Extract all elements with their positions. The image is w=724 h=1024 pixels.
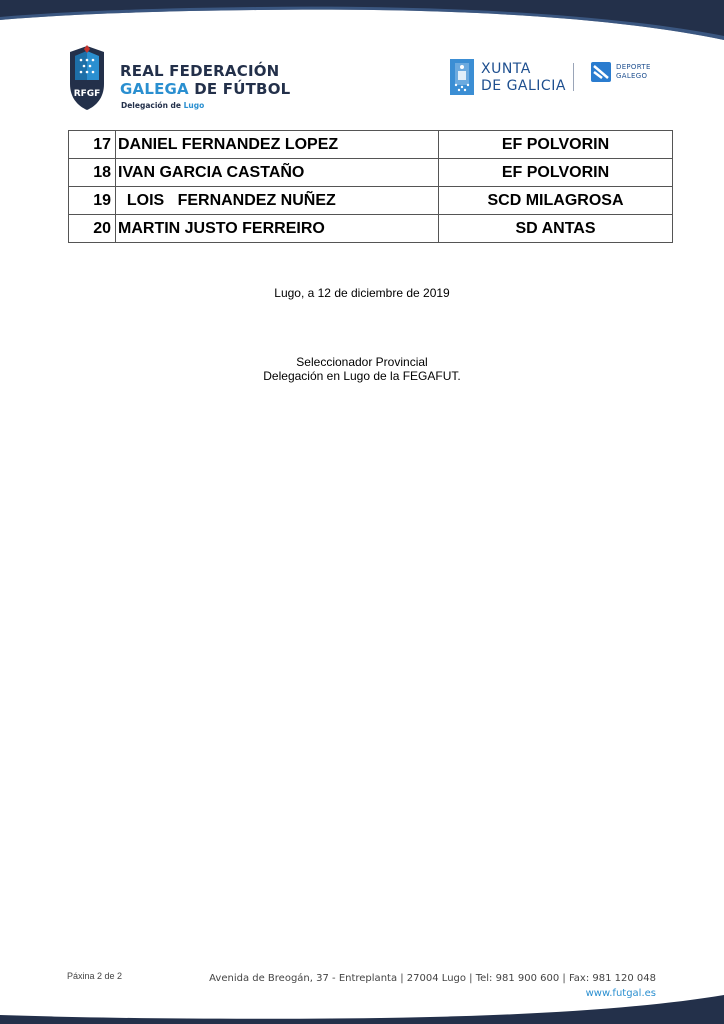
deporte-line2: GALEGO: [616, 72, 648, 80]
logo-divider: [573, 63, 574, 91]
player-name: DANIEL FERNANDEZ LOPEZ: [116, 131, 439, 159]
delegation-city: Lugo: [183, 101, 205, 110]
signature-org: Delegación en Lugo de la FEGAFUT.: [263, 369, 461, 383]
footer-address: Avenida de Breogán, 37 - Entreplanta | 27004 Lugo | Tel: 981 900 600 | Fax: 981 120 048: [209, 973, 656, 984]
rfgf-logo-text: RFGF: [73, 89, 101, 99]
players-table: [68, 130, 673, 243]
player-club: SD ANTAS: [439, 215, 673, 243]
galicia-flag-icon: [450, 59, 474, 95]
rfgf-crest-icon: [62, 44, 112, 112]
deporte-line1: DEPORTE: [616, 63, 651, 71]
page-number: Páxina 2 de 2: [67, 971, 123, 981]
xunta-line1: XUNTA: [481, 61, 531, 77]
signature-block: [0, 355, 724, 383]
player-club: SCD MILAGROSA: [439, 187, 673, 215]
table-row: [69, 131, 673, 159]
federation-name-line1: REAL FEDERACIÓN: [120, 62, 280, 80]
xunta-line2: DE GALICIA: [481, 78, 566, 94]
federation-name-line2: [120, 80, 290, 98]
player-number: 17: [69, 131, 116, 159]
delegation-label: [121, 101, 204, 110]
federation-name-accent: GALEGA: [120, 80, 189, 98]
table-row: [69, 159, 673, 187]
xunta-wordmark: [481, 61, 566, 95]
player-number: 19: [69, 187, 116, 215]
footer-website-link[interactable]: www.futgal.es: [585, 988, 656, 999]
table-row: [69, 215, 673, 243]
player-number: 18: [69, 159, 116, 187]
place-date: Lugo, a 12 de diciembre de 2019: [274, 286, 450, 300]
signature-title: Seleccionador Provincial: [296, 355, 428, 369]
federation-name-rest: DE FÚTBOL: [188, 80, 291, 98]
player-number: 20: [69, 215, 116, 243]
deporte-galego-icon: [591, 62, 611, 82]
header-swoosh: [0, 0, 724, 40]
player-club: EF POLVORIN: [439, 131, 673, 159]
federation-name: [120, 62, 290, 98]
player-club: EF POLVORIN: [439, 159, 673, 187]
player-name: IVAN GARCIA CASTAÑO: [116, 159, 439, 187]
deporte-galego-wordmark: [616, 63, 651, 81]
footer-swoosh: [0, 985, 724, 1024]
table-row: [69, 187, 673, 215]
delegation-prefix: Delegación de: [121, 101, 184, 110]
player-name: LOIS FERNANDEZ NUÑEZ: [116, 187, 439, 215]
player-name: MARTIN JUSTO FERREIRO: [116, 215, 439, 243]
